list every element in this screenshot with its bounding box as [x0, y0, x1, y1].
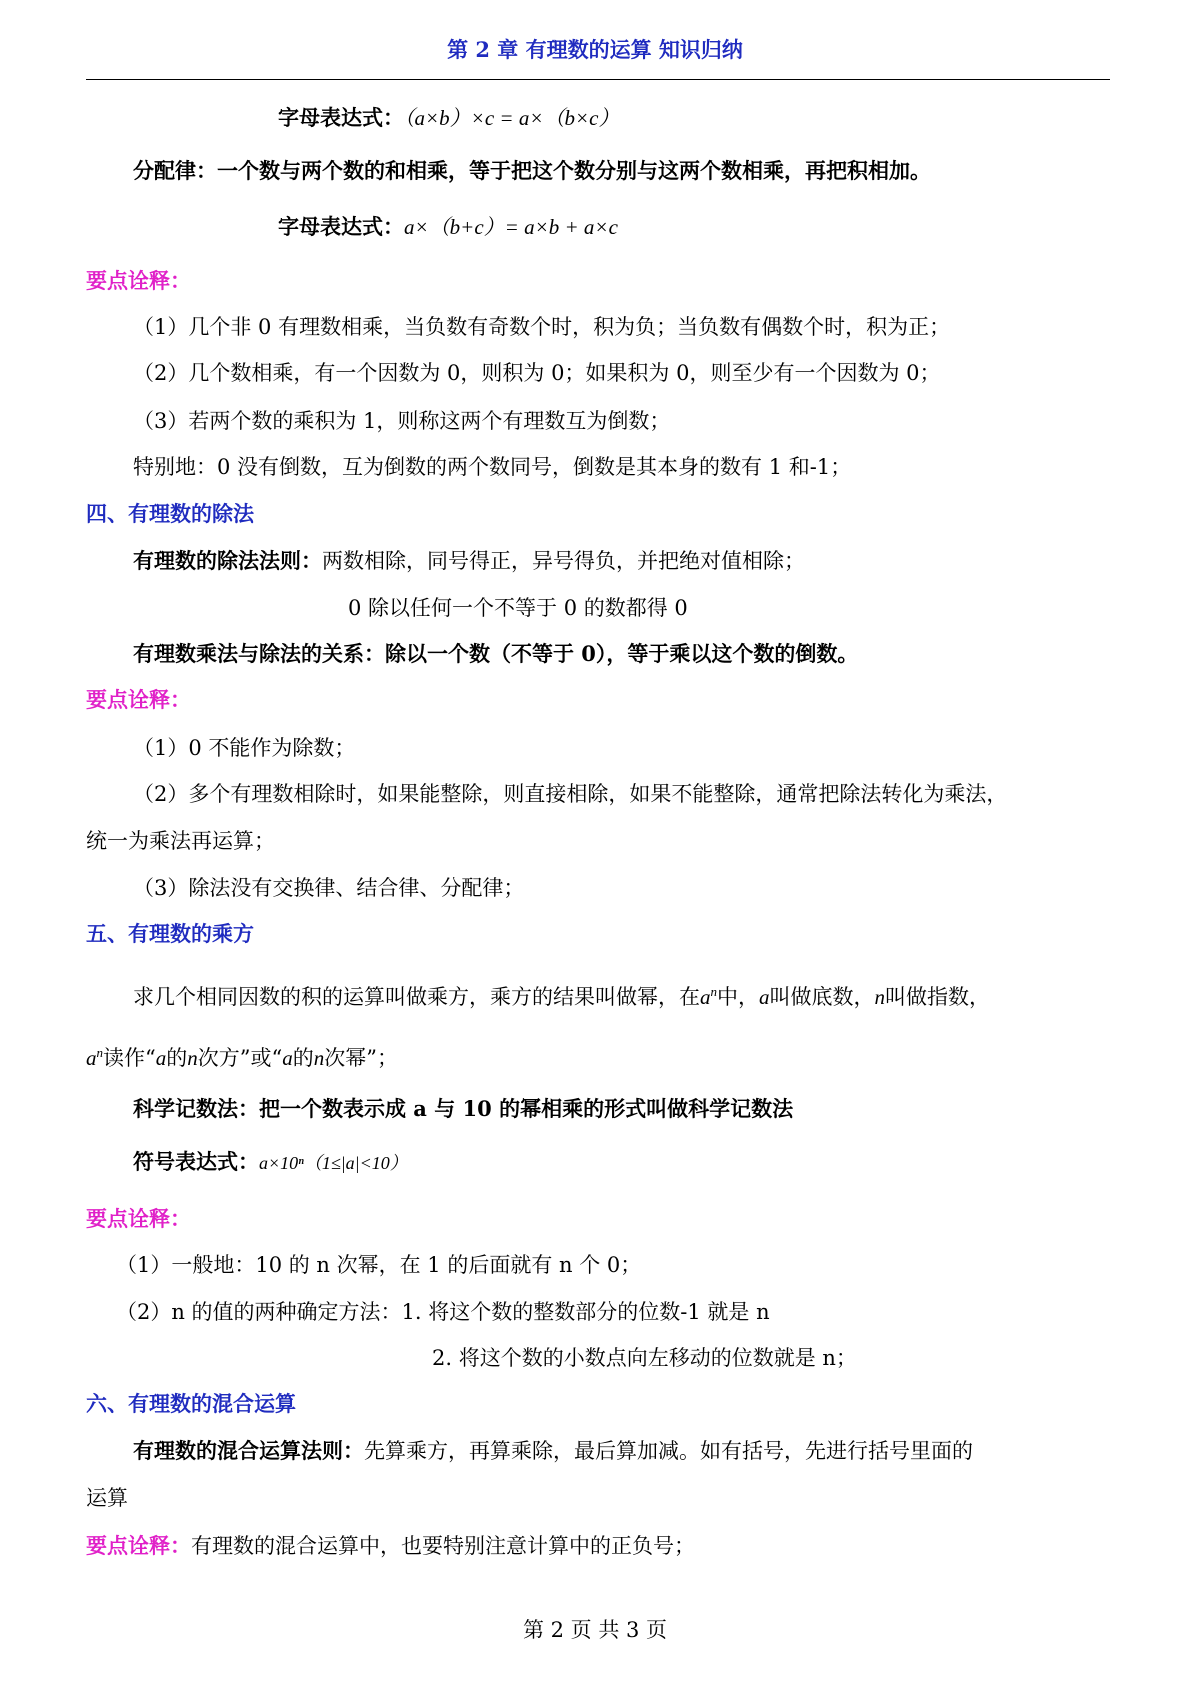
- reading-text-2: 的: [166, 1046, 188, 1070]
- power-def-text-1: 求几个相同因数的积的运算叫做乘方，乘方的结果叫做幂，在: [133, 985, 700, 1009]
- mixed-ops-note: [86, 1532, 695, 1560]
- notes3-heading: 要点诠释：: [86, 1206, 191, 1231]
- division-rule: [133, 547, 805, 575]
- assoc-label: 字母表达式：: [278, 105, 404, 130]
- reading-text-1: 读作“: [103, 1046, 156, 1070]
- notes2-item-2-cont: 统一为乘法再运算；: [86, 829, 275, 853]
- page-header-title: 第 2 章 有理数的运算 知识归纳: [447, 37, 743, 62]
- sup-n: n: [710, 984, 717, 999]
- dist-formula-line: [278, 213, 618, 241]
- var-n-q1: n: [187, 1046, 198, 1070]
- var-a-q1: a: [155, 1046, 167, 1070]
- sup-n-read: n: [96, 1045, 103, 1060]
- notes2-item-1: （1）0 不能作为除数；: [133, 736, 356, 760]
- mixed-ops-rule: [133, 1437, 973, 1465]
- power-def-text-2: 中，: [717, 985, 759, 1009]
- division-rule-label: 有理数的除法法则：: [133, 548, 322, 573]
- power-reading: [86, 1039, 398, 1072]
- section-5-title: 五、有理数的乘方: [86, 921, 254, 946]
- var-n-q2: n: [313, 1046, 325, 1070]
- header-rule: [86, 79, 1110, 80]
- mixed-ops-rule-cont: 运算: [86, 1486, 128, 1510]
- sym-formula-line: [133, 1148, 408, 1177]
- notes1-item-2: （2）几个数相乘，有一个因数为 0，则积为 0；如果积为 0，则至少有一个因数为 0；: [133, 361, 941, 385]
- dist-label: 字母表达式：: [278, 214, 404, 239]
- mixed-note-text: 有理数的混合运算中，也要特别注意计算中的正负号；: [191, 1534, 695, 1558]
- notes1-heading: 要点诠释：: [86, 268, 191, 293]
- notes1-item-1: （1）几个非 0 有理数相乘，当负数有奇数个时，积为负；当负数有偶数个时，积为正；: [133, 315, 951, 339]
- var-a: a: [700, 985, 711, 1009]
- division-rule-text: 两数相除，同号得正，异号得负，并把绝对值相除；: [322, 549, 805, 573]
- sym-label: 符号表达式：: [133, 1149, 259, 1174]
- notes2-item-3: （3）除法没有交换律、结合律、分配律；: [133, 876, 525, 900]
- reading-text-3: 次方”或“: [197, 1046, 283, 1070]
- power-definition: [133, 978, 990, 1011]
- mixed-rule-label: 有理数的混合运算法则：: [133, 1438, 364, 1463]
- notes3-item-2: （2）n 的值的两种确定方法：1. 将这个数的整数部分的位数-1 就是 n: [116, 1300, 770, 1324]
- mixed-note-label: 要点诠释：: [86, 1533, 191, 1558]
- reading-text-4: 的: [292, 1046, 314, 1070]
- var-a-base: a: [759, 985, 770, 1009]
- notes3-item-2b: 2. 将这个数的小数点向左移动的位数就是 n；: [432, 1346, 857, 1370]
- assoc-formula-line: [278, 104, 620, 132]
- mixed-rule-text: 先算乘方，再算乘除，最后算加减。如有括号，先进行括号里面的: [364, 1439, 973, 1463]
- notes2-heading: 要点诠释：: [86, 687, 191, 712]
- notes2-item-2: （2）多个有理数相除时，如果能整除，则直接相除，如果不能整除，通常把除法转化为乘法，: [133, 782, 1008, 806]
- var-n-exp: n: [874, 985, 885, 1009]
- power-def-text-4: 叫做指数，: [885, 985, 990, 1009]
- distributive-law: 分配律：一个数与两个数的和相乘，等于把这个数分别与这两个数相乘，再把积相加。: [133, 158, 931, 183]
- section-4-title: 四、有理数的除法: [86, 501, 254, 526]
- notes3-item-1: （1）一般地：10 的 n 次幂，在 1 的后面就有 n 个 0；: [116, 1253, 642, 1277]
- division-rule-zero: 0 除以任何一个不等于 0 的数都得 0: [348, 596, 688, 620]
- scientific-notation-def: 科学记数法：把一个数表示成 a 与 10 的幂相乘的形式叫做科学记数法: [133, 1096, 794, 1121]
- mult-div-relation: 有理数乘法与除法的关系：除以一个数（不等于 0），等于乘以这个数的倒数。: [133, 641, 859, 666]
- page-footer: 第 2 页 共 3 页: [522, 1618, 668, 1642]
- dist-formula: a×（b+c）= a×b + a×c: [404, 215, 618, 239]
- assoc-formula: （a×b）×c = a×（b×c）: [404, 106, 620, 130]
- notes1-item-4: 特别地：0 没有倒数，互为倒数的两个数同号，倒数是其本身的数有 1 和-1；: [133, 455, 852, 479]
- notes1-item-3: （3）若两个数的乘积为 1，则称这两个有理数互为倒数；: [133, 409, 671, 433]
- var-a-q2: a: [282, 1046, 293, 1070]
- section-6-title: 六、有理数的混合运算: [86, 1391, 296, 1416]
- reading-text-5: 次幂”；: [324, 1046, 398, 1070]
- power-def-text-3: 叫做底数，: [769, 985, 875, 1009]
- var-a-read: a: [86, 1046, 97, 1070]
- sym-formula: a×10ⁿ（1≤|a|<10）: [259, 1153, 408, 1173]
